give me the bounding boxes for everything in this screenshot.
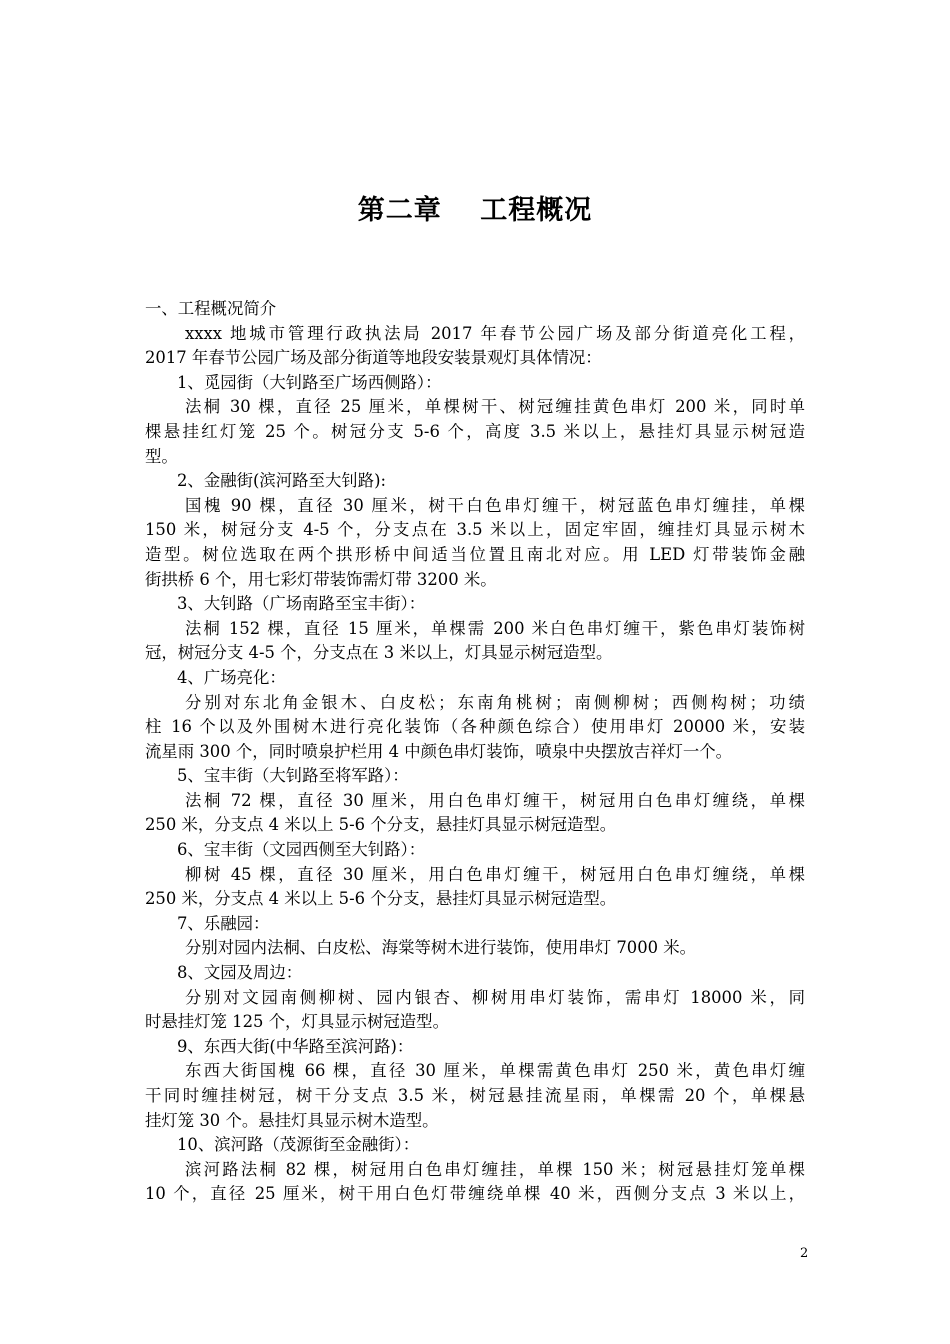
item-line: 街拱桥 6 个，用七彩灯带装饰需灯带 3200 米。 <box>145 569 497 589</box>
item-line: 棵悬挂红灯笼 25 个。树冠分支 5-6 个，高度 3.5 米以上，悬挂灯具显示树冠造 <box>145 421 805 441</box>
item-line: 冠，树冠分支 4-5 个，分支点在 3 米以上，灯具显示树冠造型。 <box>145 643 613 663</box>
section-title: 一、工程概况简介 <box>145 299 277 318</box>
item-line: 法桐 72 棵，直径 30 厘米，用白色串灯缠干，树冠用白色串灯缠绕，单棵 <box>185 790 805 810</box>
item-line: 国槐 90 棵，直径 30 厘米，树干白色串灯缠干，树冠蓝色串灯缠挂，单棵 <box>185 495 805 515</box>
item-heading: 9、东西大街(中华路至滨河路)： <box>177 1036 414 1056</box>
item-line: 150 米，树冠分支 4-5 个，分支点在 3.5 米以上，固定牢固，缠挂灯具显示树木 <box>145 520 805 540</box>
item-line: 分别对东北角金银木、白皮松；东南角桃树；南侧柳树；西侧构树；功绩 <box>185 692 805 712</box>
item-line: 250 米，分支点 4 米以上 5-6 个分支，悬挂灯具显示树冠造型。 <box>145 815 617 835</box>
item-line: 流星雨 300 个，同时喷泉护栏用 4 中颜色串灯装饰，喷泉中央摆放吉祥灯一个。 <box>145 741 733 761</box>
item-line: 10 个，直径 25 厘米，树干用白色灯带缠绕单棵 40 米，西侧分支点 3 米以上， <box>145 1184 805 1204</box>
page-number: 2 <box>800 1246 809 1261</box>
item-line: 法桐 152 棵，直径 15 厘米，单棵需 200 米白色串灯缠干，紫色串灯装饰树 <box>185 618 805 638</box>
item-heading: 8、文园及周边： <box>177 963 303 983</box>
item-heading: 5、宝丰街（大钊路至将军路）： <box>177 766 409 786</box>
intro-line: 2017 年春节公园广场及部分街道等地段安装景观灯具体情况： <box>145 348 602 368</box>
item-line: 分别对园内法桐、白皮松、海棠等树木进行装饰，使用串灯 7000 米。 <box>185 938 697 958</box>
item-line: 250 米，分支点 4 米以上 5-6 个分支，悬挂灯具显示树冠造型。 <box>145 889 617 909</box>
item-line: 造型。树位选取在两个拱形桥中间适当位置且南北对应。用 LED 灯带装饰金融 <box>145 544 805 564</box>
item-line: 挂灯笼 30 个。悬挂灯具显示树木造型。 <box>145 1110 439 1130</box>
item-line: 分别对文园南侧柳树、园内银杏、柳树用串灯装饰，需串灯 18000 米，同 <box>185 987 805 1007</box>
item-heading: 10、滨河路（茂源街至金融街）： <box>177 1135 420 1155</box>
item-heading: 3、大钊路（广场南路至宝丰街）： <box>177 594 426 614</box>
item-line: 柱 16 个以及外围树木进行亮化装饰（各种颜色综合）使用串灯 20000 米，安装 <box>145 717 805 737</box>
item-line: 滨河路法桐 82 棵，树冠用白色串灯缠挂，单棵 150 米；树冠悬挂灯笼单棵 <box>185 1159 805 1179</box>
item-line: 柳树 45 棵，直径 30 厘米，用白色串灯缠干，树冠用白色串灯缠绕，单棵 <box>185 864 805 884</box>
item-heading: 7、乐融园： <box>177 913 270 933</box>
intro-line: xxxx 地城市管理行政执法局 2017 年春节公园广场及部分街道亮化工程， <box>185 323 805 343</box>
item-heading: 2、金融街(滨河路至大钊路): <box>177 471 387 491</box>
body-text <box>145 297 805 1207</box>
chapter-title: 第二章 工程概况 <box>357 195 593 226</box>
item-line: 时悬挂灯笼 125 个，灯具显示树冠造型。 <box>145 1012 449 1032</box>
item-line: 东西大街国槐 66 棵，直径 30 厘米，单棵需黄色串灯 250 米，黄色串灯缠 <box>185 1061 805 1081</box>
item-heading: 6、宝丰街（文园西侧至大钊路）： <box>177 840 426 860</box>
item-line: 法桐 30 棵，直径 25 厘米，单棵树干、树冠缠挂黄色串灯 200 米，同时单 <box>185 397 805 417</box>
item-heading: 1、觅园街（大钊路至广场西侧路）： <box>177 372 442 392</box>
item-line: 型。 <box>145 446 178 466</box>
item-line: 干同时缠挂树冠，树干分支点 3.5 米，树冠悬挂流星雨，单棵需 20 个，单棵悬 <box>145 1086 805 1105</box>
item-heading: 4、广场亮化： <box>177 667 286 687</box>
